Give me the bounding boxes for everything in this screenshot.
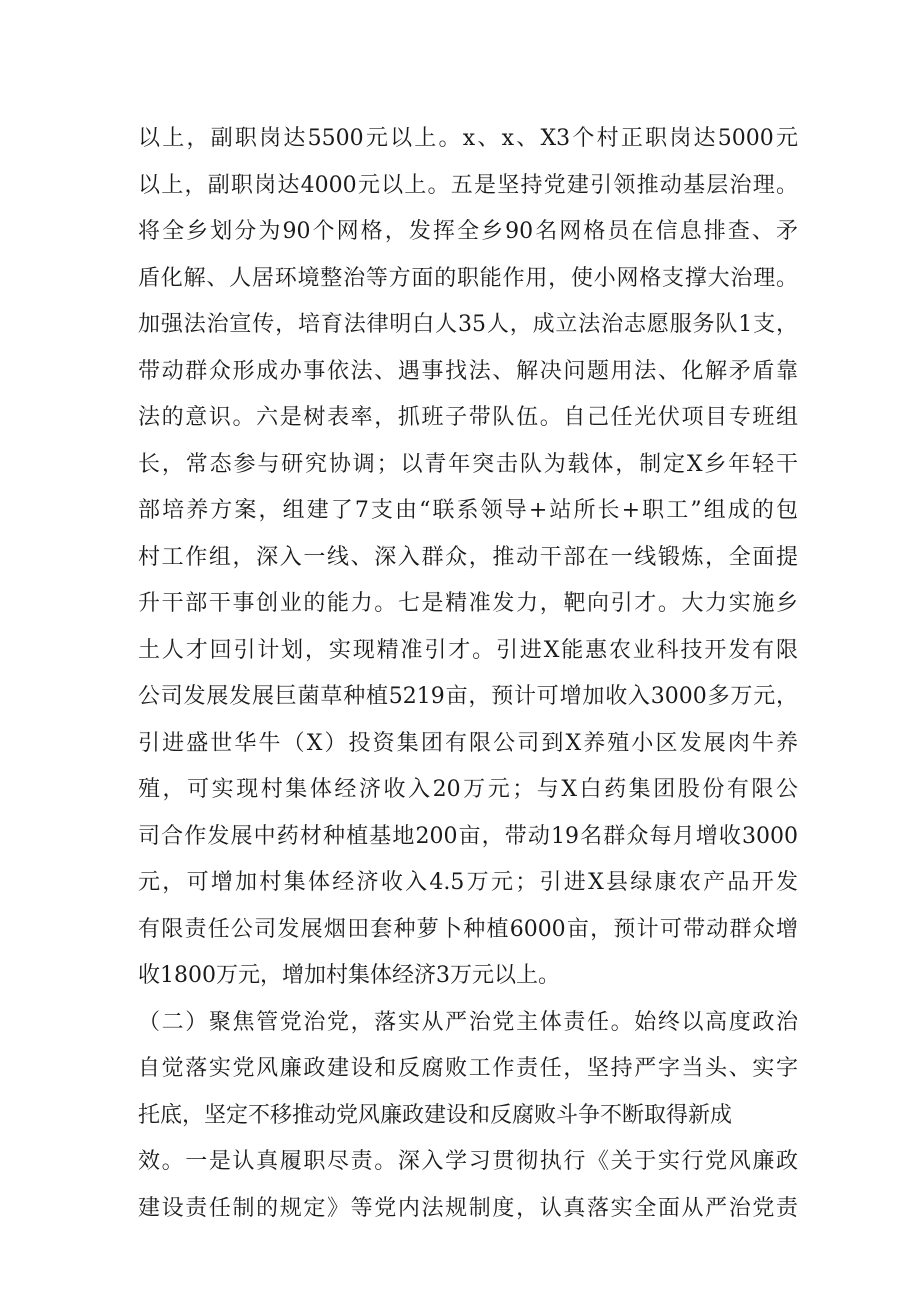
text-line: 有限责任公司发展烟田套种萝卜种植6000亩，预计可带动群众增 [138, 916, 798, 942]
text-line: 司合作发展中药材种植基地200亩，带动19名群众每月增收3000 [138, 823, 798, 849]
text-line: 建设责任制的规定》等党内法规制度，认真落实全面从严治党责 [138, 1195, 798, 1221]
section-heading-line: （二）聚焦管党治党，落实从严治党主体责任。始终以高度政治 [138, 1009, 798, 1035]
text-line: 升干部干事创业的能力。七是精准发力，靶向引才。大力实施乡 [138, 591, 798, 616]
text-line: 引进盛世华牛（X）投资集团有限公司到X养殖小区发展肉牛养 [138, 730, 798, 756]
text-line: 元，可增加村集体经济收入4.5万元；引进X县绿康农产品开发 [138, 870, 798, 895]
text-line: 以上，副职岗达5500元以上。x、x、X3个村正职岗达5000元 [138, 126, 798, 151]
text-line: 带动群众形成办事依法、遇事找法、解决问题用法、化解矛盾靠 [138, 358, 798, 384]
text-line: 部培养方案，组建了7支由“联系领导+站所长+职工”组成的包 [138, 498, 798, 523]
text-line: 盾化解、人居环境整治等方面的职能作用，使小网格支撑大治理。 [138, 265, 798, 291]
text-line: 将全乡划分为90个网格，发挥全乡90名网格员在信息排查、矛 [138, 219, 798, 244]
text-line: 殖，可实现村集体经济收入20万元；与X白药集团股份有限公 [138, 777, 798, 802]
text-line: 效。一是认真履职尽责。深入学习贯彻执行《关于实行党风廉政 [138, 1149, 798, 1174]
text-line: 村工作组，深入一线、深入群众，推动干部在一线锻炼，全面提 [138, 544, 798, 570]
text-line: 加强法治宣传，培育法律明白人35人，成立法治志愿服务队1支， [138, 312, 798, 337]
body-text [138, 116, 798, 1232]
text-line: 托底，坚定不移推动党风廉政建设和反腐败斗争不断取得新成 [138, 1102, 733, 1128]
text-line: 法的意识。六是树表率，抓班子带队伍。自己任光伏项目专班组 [138, 405, 798, 430]
text-line: 自觉落实党风廉政建设和反腐败工作责任，坚持严字当头、实字 [138, 1056, 798, 1081]
text-line: 收1800万元，增加村集体经济3万元以上。 [138, 963, 560, 988]
text-line: 土人才回引计划，实现精准引才。引进X能惠农业科技开发有限 [138, 637, 798, 663]
text-line: 公司发展发展巨菌草种植5219亩，预计可增加收入3000多万元， [138, 684, 798, 709]
text-line: 长，常态参与研究协调；以青年突击队为载体，制定X乡年轻干 [138, 451, 798, 477]
text-line: 以上，副职岗达4000元以上。五是坚持党建引领推动基层治理。 [138, 172, 798, 198]
